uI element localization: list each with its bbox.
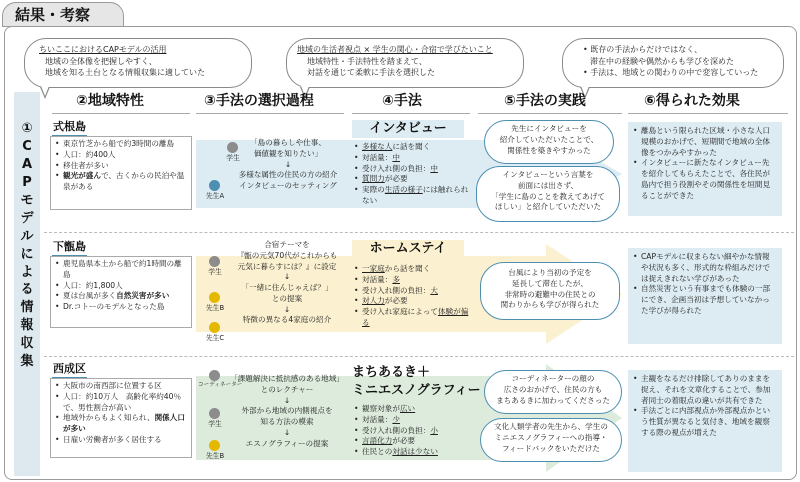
practice-line: 紹介していただいたことで、 — [499, 134, 599, 144]
process-line: とのレクチャー — [260, 384, 314, 394]
method-text: 住民との — [362, 447, 393, 457]
feature-text: 地域外からもよく知られ、 — [63, 413, 155, 423]
person-head — [209, 256, 220, 267]
place-title-nishinari: 西成区 — [52, 362, 87, 379]
person-teacher-b-icon — [204, 292, 224, 316]
column-header-features: ②地域特性 — [52, 92, 190, 114]
method-details-ethnography — [354, 404, 474, 458]
process-line: ↓ — [283, 395, 291, 405]
method-text: から話を聞く — [384, 264, 431, 273]
method-item — [354, 447, 474, 458]
practice-line: 延長して滞在したが、 — [512, 278, 588, 288]
vertical-title-char: 集 — [20, 354, 34, 370]
method-title-ethnography — [346, 364, 482, 399]
process-line: 外部から地域の内側視点を — [241, 406, 333, 416]
person-label: 先生B — [205, 304, 225, 312]
process-shikinejima — [226, 138, 350, 192]
person-teacher-a-icon — [204, 180, 224, 204]
effects-nishinari — [628, 370, 782, 472]
effect-item: • 自然災害という有事までも体験の一部にでき、企画当初は予想していなかった学びが得られた — [633, 284, 777, 316]
method-emphasis: 多様な人 — [362, 142, 393, 151]
process-line: インタビューのセッティング — [239, 181, 337, 191]
features-nishinari — [50, 378, 192, 458]
vertical-title-char: A — [21, 156, 33, 172]
person-label: 学生 — [208, 420, 222, 428]
person-head — [209, 292, 220, 303]
feature-item — [55, 171, 188, 193]
method-item — [354, 415, 474, 426]
effect-item: • 離島という限られた区域・小さな人口規模のおかげで、短期間で地域の全体像をつかみやすかった — [633, 126, 777, 158]
practice-note — [476, 166, 620, 222]
process-line: エスノグラフィーの提案 — [245, 438, 329, 448]
feature-item: • 大阪市の南西部に位置する区 — [55, 381, 188, 392]
callout-line: 地域特性・手法特性を踏まえて、 — [307, 56, 427, 66]
effects-koshikijima — [628, 248, 782, 344]
feature-item — [55, 413, 188, 435]
method-title-line: まちあるき＋ — [352, 365, 431, 380]
method-text: 実際の — [362, 185, 385, 195]
effect-item: • 主観をなるだけ排除してありのままを捉え、それを文章化することで、参加者同士の着眼点の違いが共有できた — [633, 374, 777, 406]
column-header-method: ④手法 — [352, 92, 470, 114]
process-line: 「島の暮らしや仕事、 — [250, 138, 326, 147]
vertical-title-char: P — [22, 174, 32, 190]
person-student-icon — [204, 256, 224, 280]
person-head — [209, 322, 220, 333]
person-label: 学生 — [226, 154, 240, 162]
method-item — [354, 153, 474, 164]
vertical-title-char: モ — [20, 192, 34, 208]
practice-line: ミニエスノグラフィーへの指導・ — [494, 432, 608, 442]
method-item — [354, 142, 474, 153]
practice-line: 「学生に島のことを教えてあげて — [491, 191, 605, 201]
method-emphasis: 中 — [392, 152, 400, 162]
feature-text: 夏は台風が多く — [63, 291, 117, 301]
vertical-title-char: よ — [20, 264, 34, 280]
effect-item: • CAPモデルに収まらない細やかな情報や状況も多く、形式的な枠組みだけでは捉えきれない学びがあった — [633, 252, 777, 284]
practice-line: 前面には出さず、 — [517, 180, 579, 190]
process-line: 多様な属性の住民の方の紹介 — [238, 170, 338, 180]
feature-item: • 人口：約1,800人 — [55, 281, 188, 292]
person-label: 先生A — [205, 192, 225, 200]
callout-tail — [40, 87, 50, 99]
person-student-icon — [204, 408, 224, 432]
person-label: 先生C — [205, 334, 225, 342]
practice-line: 文化人類学者の先生から、学生の — [494, 422, 608, 431]
method-details-interview — [354, 142, 474, 207]
vertical-title-char: に — [20, 246, 34, 262]
feature-item: • 人口：約400人 — [55, 150, 188, 161]
practice-line: 広さのおかげで、住民の方も — [503, 384, 603, 394]
method-emphasis: 少 — [392, 414, 400, 424]
person-label: 先生B — [205, 452, 225, 460]
process-line: 価値観を知りたい」 — [253, 148, 323, 158]
method-details-homestay — [354, 264, 474, 329]
callout-line: 滞在中の経験や偶然からも学びを深めた — [590, 56, 734, 66]
practice-line: 台風により当初の予定を — [508, 268, 592, 277]
vertical-title-char: ル — [20, 228, 34, 244]
method-item — [354, 286, 474, 297]
feature-item: • 鹿児島県本土から船で約1時間の離島 — [55, 259, 188, 281]
features-shikinejima — [50, 136, 192, 210]
method-item — [354, 185, 474, 207]
column-header-effects: ⑥得られた効果 — [628, 92, 788, 114]
features-koshikijima — [50, 256, 192, 328]
process-line: 「課題解決に抵抗感のある地域」 — [230, 374, 344, 383]
person-head — [209, 180, 220, 191]
method-title-interview: インタビュー — [352, 120, 464, 138]
method-emphasis: 多 — [392, 274, 400, 284]
method-text: 受け入れ側の負担： — [362, 163, 431, 173]
method-item — [354, 174, 474, 185]
practice-note — [480, 418, 622, 462]
practice-note — [480, 262, 620, 320]
feature-item: • 東京竹芝から船で約3時間の離島 — [55, 139, 188, 150]
practice-line: 関係性を築きやすかった — [507, 145, 591, 155]
feature-highlight: 関係人口が多い — [63, 413, 185, 434]
practice-line: まちあるきに加わってくださった — [496, 395, 610, 405]
method-emphasis: 言語化力 — [362, 436, 393, 446]
vertical-title-char: デ — [20, 210, 34, 226]
practice-line: コーディネーターの顔の — [511, 374, 595, 383]
person-head — [209, 370, 220, 381]
method-item — [354, 307, 474, 329]
process-line: 『甑の元気70代がこれからも — [236, 250, 338, 260]
practice-line: 先生にインタビューを — [511, 124, 587, 133]
vertical-title-char: る — [20, 282, 34, 298]
process-nishinari — [222, 374, 352, 449]
process-line: 元気に暮らすには？』に設定 — [237, 261, 337, 271]
callout-cap-model — [24, 38, 252, 88]
method-text: には触れられない — [362, 185, 469, 205]
effect-item: • インタビューに新たなインタビュー先を紹介してもらえたことで、各住民が島内で担う役割やその関係性を垣間見ることができた — [633, 158, 777, 201]
person-head — [209, 440, 220, 451]
callout-line: 地域を知る土台となる情報収集に適していた — [45, 68, 205, 78]
callout-practice — [562, 38, 784, 88]
vertical-title-char: C — [22, 138, 32, 154]
place-title-shikinejima: 式根島 — [52, 120, 87, 137]
method-title-homestay: ホームステイ — [352, 240, 464, 258]
practice-line: ほしい」と紹介していただいた — [494, 202, 602, 212]
process-line: ↓ — [283, 272, 291, 282]
method-item — [354, 296, 474, 307]
method-item — [354, 404, 474, 415]
feature-text: で、古くからの民泊や温泉がある — [63, 171, 185, 192]
process-line: 特徴の異なる4家庭の紹介 — [242, 315, 332, 325]
method-text: 対話量： — [362, 152, 393, 162]
method-text: 対話量： — [362, 414, 393, 424]
feature-item: • 日雇い労働者が多く居住する — [55, 435, 188, 446]
method-item — [354, 275, 474, 286]
method-item — [354, 426, 474, 437]
effect-item: • 手法ごとに内部視点か外部視点かという性質が異なると気付き、地域を観察する際の視点が増えた — [633, 406, 777, 438]
feature-item — [55, 291, 188, 302]
person-label: 学生 — [208, 268, 222, 276]
method-text: が必要 — [384, 296, 408, 306]
method-text: 受け入れ側の負担： — [362, 285, 431, 295]
callout-line: 地域の全体像を把握しやすく、 — [45, 56, 157, 66]
vertical-title — [14, 120, 40, 371]
person-head — [209, 408, 220, 419]
method-emphasis: 生活の様子 — [384, 185, 423, 195]
method-emphasis: 体験が偏る — [362, 307, 469, 327]
feature-highlight: 観光が盛ん — [63, 171, 101, 181]
effects-shikinejima — [628, 122, 782, 216]
method-emphasis: 小 — [430, 425, 438, 435]
callout-line: 対話を通じて柔軟に手法を選択した — [307, 68, 435, 78]
process-line: ↓ — [283, 427, 291, 437]
callout-line-text: 既存の手法からだけではなく、 — [590, 45, 703, 54]
method-item — [354, 164, 474, 175]
callout-line: • 既存の手法からだけではなく、 — [583, 45, 703, 54]
process-line: 知る方法の模索 — [260, 417, 314, 427]
method-text: 対話量： — [362, 274, 393, 284]
vertical-title-char: 情 — [20, 300, 34, 316]
method-text: に話を聞く — [392, 142, 431, 151]
method-emphasis: 対話は少ない — [392, 447, 438, 457]
section-divider — [44, 232, 794, 233]
process-line: 「一緒に住んじゃえば？」 — [241, 283, 333, 293]
section-title: 結果・考察 — [2, 2, 124, 27]
person-label: コーディネーター — [198, 382, 243, 388]
feature-item: • Dr.コトーのモデルとなった島 — [55, 302, 188, 313]
column-header-selection: ③手法の選択過程 — [196, 92, 344, 114]
method-item — [354, 436, 474, 447]
method-emphasis: 一家庭 — [362, 264, 385, 273]
person-teacher-b-icon — [204, 440, 224, 464]
method-emphasis: 大 — [430, 285, 438, 295]
process-line: ↓ — [284, 159, 292, 169]
feature-item: • 移住者が多い — [55, 161, 188, 172]
process-koshikijima — [224, 240, 350, 326]
process-line: ↓ — [283, 304, 291, 314]
callout-line: ちいここにおけるCAPモデルの活用 — [39, 45, 167, 54]
callout-line: 地域の生活者視点 × 学生の関心・合宿で学びたいこと — [297, 45, 493, 54]
method-title-line: ミニエスノグラフィー — [346, 382, 482, 400]
person-teacher-c-icon — [204, 322, 224, 346]
callout-line-text: 手法は、地域との関わりの中で変容していった — [590, 68, 759, 78]
method-text: が必要 — [384, 174, 408, 184]
column-header-practice: ⑤手法の実践 — [478, 92, 622, 114]
process-line: 合宿テーマを — [264, 240, 310, 249]
method-emphasis: 対人力 — [362, 296, 385, 306]
practice-line: 関わりからも学びが得られた — [500, 300, 600, 310]
practice-line: インタビューという言葉を — [502, 170, 594, 179]
practice-line: フィードバックをいただけた — [502, 443, 600, 453]
practice-line: 非常時の避難中の住民との — [504, 289, 596, 299]
practice-note — [484, 370, 622, 414]
method-emphasis: 中 — [430, 163, 438, 173]
process-line: との提案 — [271, 293, 303, 303]
vertical-title-char: 収 — [20, 336, 34, 352]
person-coordinator-icon — [198, 370, 243, 394]
method-text: 受け入れ家庭によって — [362, 307, 438, 317]
vertical-title-char: 報 — [20, 318, 34, 334]
feature-item: • 人口：約10万人 高齢化率約40％で、男性割合が高い — [55, 392, 188, 414]
method-text: が必要 — [392, 436, 416, 446]
method-emphasis: 広い — [399, 404, 416, 413]
callout-line: • 手法は、地域との関わりの中で変容していった — [583, 68, 759, 78]
place-title-koshikijima: 下甑島 — [52, 240, 87, 257]
vertical-title-char: ① — [21, 121, 33, 136]
method-emphasis: 質問力 — [362, 174, 385, 184]
feature-highlight: 自然災害が多い — [116, 291, 170, 301]
method-text: 受け入れ側の負担： — [362, 425, 431, 435]
callout-method-selection — [286, 38, 524, 88]
section-divider — [44, 356, 794, 357]
method-text: 観察対象が — [362, 404, 400, 413]
method-item — [354, 264, 474, 275]
practice-note — [484, 120, 614, 164]
